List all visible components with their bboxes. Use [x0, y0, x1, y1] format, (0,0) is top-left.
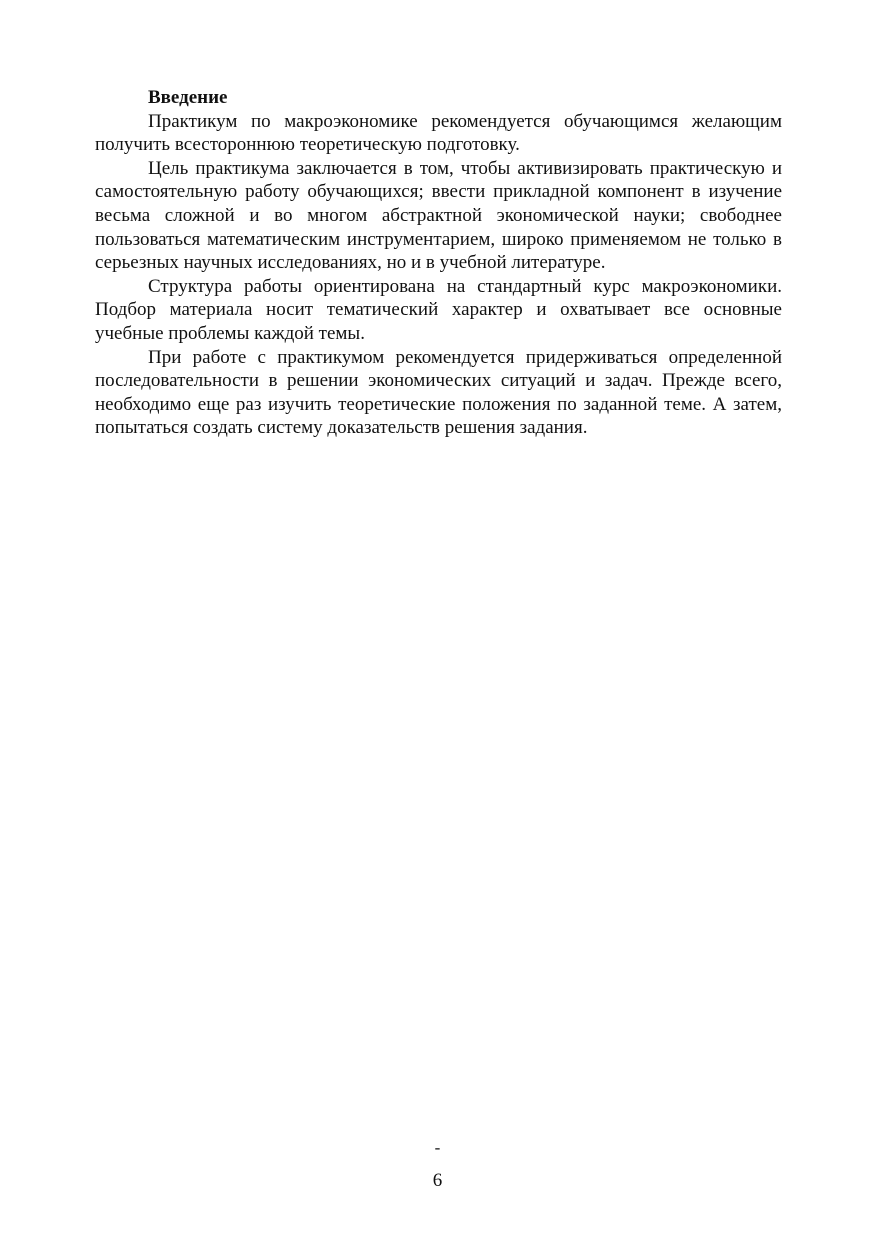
- paragraph-intro: Практикум по макроэкономике рекомендуется обучающимся желающим получить всестороннюю теоретическую подготовку.: [95, 110, 782, 156]
- paragraph-goal: Цель практикума заключается в том, чтобы активизировать практическую и самостоятельную работу обучающихся; ввести прикладной компонент в изучение весьма сложной и во многом абстрактной экономической науки; свободнее пользоваться математическим инструментарием, широко применяемом не только в серьезных научных исследованиях, но и в учебной литературе.: [95, 157, 782, 274]
- section-heading: Введение: [148, 87, 228, 108]
- page-body: [95, 86, 782, 440]
- paragraph-structure: Структура работы ориентирована на стандартный курс макроэкономики. Подбор материала носит тематический характер и охватывает все основные учебные проблемы каждой темы.: [95, 275, 782, 344]
- footer-dash: -: [434, 1138, 441, 1157]
- page-number: 6: [432, 1170, 443, 1191]
- paragraph-method: При работе с практикумом рекомендуется придерживаться определенной последовательности в решении экономических ситуаций и задач. Прежде всего, необходимо еще раз изучить теоретические положения по заданной теме. А затем, попытаться создать систему доказательств решения задания.: [95, 346, 782, 439]
